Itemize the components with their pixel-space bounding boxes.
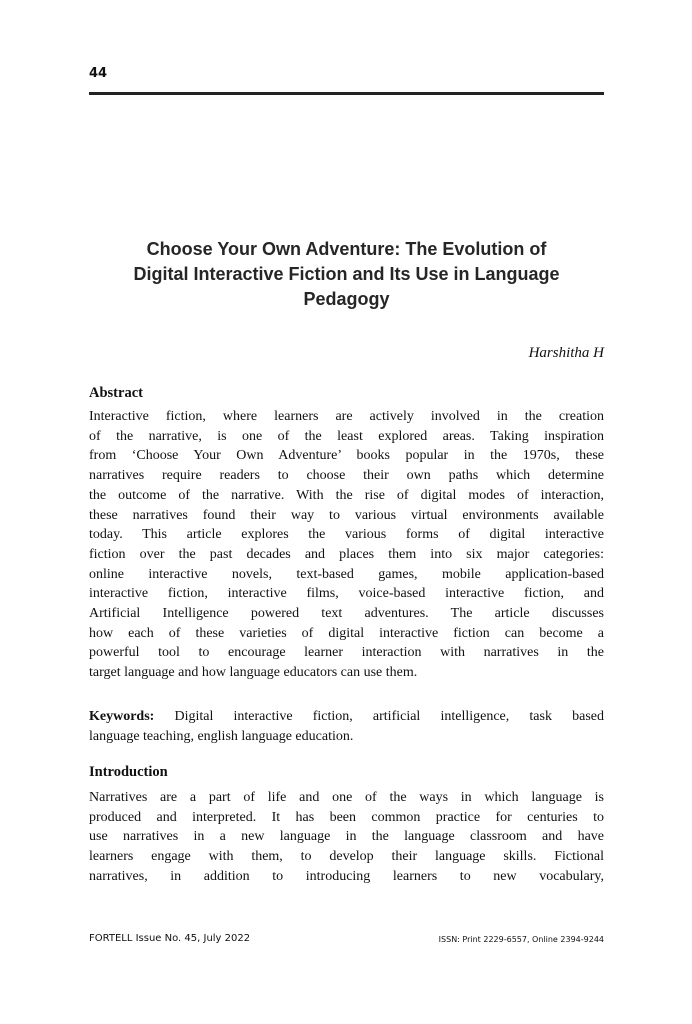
- author-name: Harshitha H: [528, 345, 604, 361]
- title-line: Choose Your Own Adventure: The Evolution of: [146, 239, 547, 259]
- keywords: [89, 707, 604, 746]
- abstract-line: powerful tool to encourage learner interaction with narratives in the: [89, 645, 604, 661]
- page-number: 44: [89, 66, 108, 81]
- abstract-body: [89, 407, 604, 683]
- abstract-line: interactive fiction, interactive films, voice-based interactive fiction, and: [89, 586, 604, 602]
- abstract-heading: Abstract: [89, 385, 143, 401]
- header-rule: [89, 92, 604, 95]
- introduction-heading: Introduction: [89, 764, 168, 780]
- abstract-line: Interactive fiction, where learners are actively involved in the creation: [89, 409, 604, 424]
- introduction-line: Narratives are a part of life and one of the ways in which language is: [89, 790, 604, 805]
- abstract-line: target language and how language educators can use them.: [89, 665, 418, 681]
- keywords-line: language teaching, english language education.: [89, 728, 354, 744]
- footer-issn: ISSN: Print 2229-6557, Online 2394-9244: [438, 935, 604, 944]
- footer-journal: FORTELL Issue No. 45, July 2022: [89, 933, 251, 944]
- introduction-line: narratives, in addition to introducing learners to new vocabulary,: [89, 868, 604, 884]
- abstract-line: Artificial Intelligence powered text adventures. The article discusses: [89, 606, 604, 622]
- introduction-line: learners engage with them, to develop their language skills. Fictional: [89, 849, 604, 865]
- abstract-line: fiction over the past decades and places them into six major categories:: [89, 546, 604, 562]
- abstract-line: these narratives found their way to various virtual environments available: [89, 507, 604, 523]
- abstract-line: online interactive novels, text-based games, mobile application-based: [89, 566, 604, 582]
- title-line: Pedagogy: [303, 289, 390, 309]
- abstract-line: the outcome of the narrative. With the rise of digital modes of interaction,: [89, 487, 604, 503]
- article-title: [89, 237, 604, 312]
- abstract-line: narratives require readers to choose their own paths which determine: [89, 468, 604, 484]
- abstract-line: of the narrative, is one of the least explored areas. Taking inspiration: [89, 428, 604, 444]
- introduction-body: [89, 788, 604, 887]
- keywords-line: [89, 707, 604, 727]
- keywords-text: Digital interactive fiction, artificial intelligence, task based: [154, 709, 604, 724]
- abstract-line: from ‘Choose Your Own Adventure’ books popular in the 1970s, these: [89, 448, 604, 464]
- abstract-line: today. This article explores the various forms of digital interactive: [89, 527, 604, 543]
- title-line: Digital Interactive Fiction and Its Use in Language: [133, 264, 560, 284]
- introduction-line: produced and interpreted. It has been common practice for centuries to: [89, 809, 604, 825]
- abstract-line: how each of these varieties of digital interactive fiction can become a: [89, 625, 604, 641]
- introduction-line: use narratives in a new language in the language classroom and have: [89, 829, 604, 845]
- keywords-label: Keywords:: [89, 709, 155, 724]
